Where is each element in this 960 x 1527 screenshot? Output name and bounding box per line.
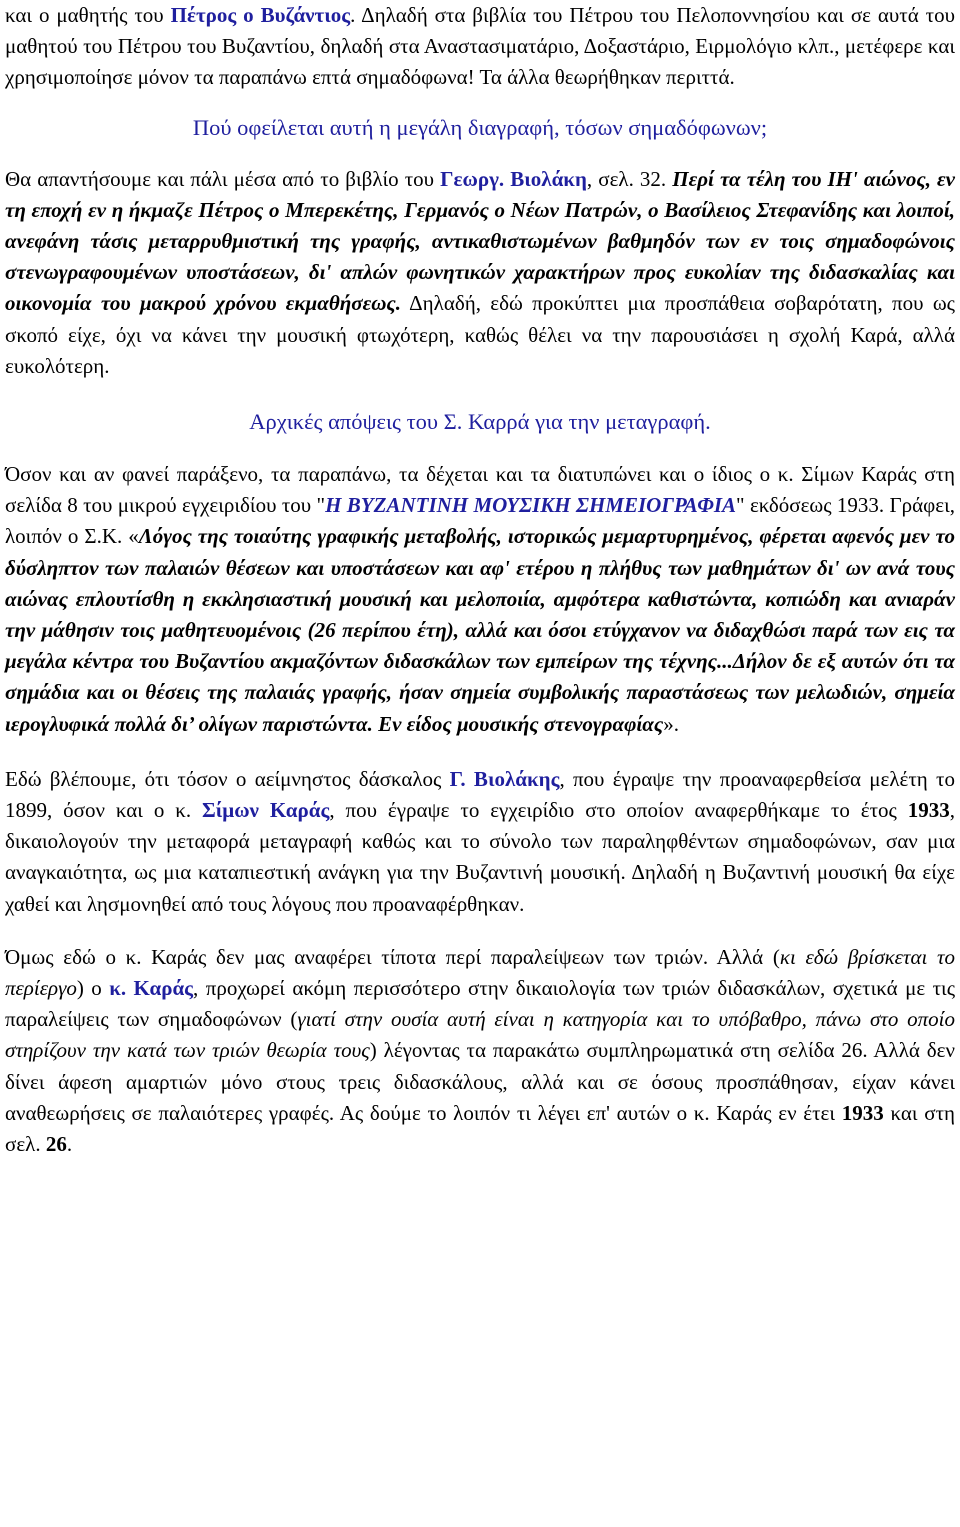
text: Εδώ βλέπουμε, ότι τόσον ο αείμνηστος δάσκαλος <box>5 766 450 791</box>
text: ». <box>663 711 679 736</box>
text: , δικαιολογούν την μεταφορά μεταγραφή καθώς και το σύνολο των παραληφθέντων σημαδοφώνων, σαν μια αναγκαιότητα, ως μια καταπιεστική ανάγκη για την Βυζαντινή μουσική. Δηλαδή η Βυζαντινή μουσική θα είχε χαθεί και λησμονηθεί από τους λόγους που προαναφέρθηκαν. <box>5 798 956 916</box>
name-highlight: Σίμων Καράς <box>202 798 330 823</box>
year: 1933 <box>841 1100 884 1125</box>
text: . Δηλαδή στα βιβλία του Πέτρου του Πελοποννησίου και σε αυτά του μαθητού του Πέτρου του Βυζαντίου, δηλαδή στα Αναστασιματάριο, Δοξαστάριο, Ειρμολόγιο κλπ., μετέφερε και χρησιμοποίησε μόνον τα παραπάνω επτά σημαδόφωνα! Τα άλλα θεωρήθηκαν περιττά. <box>5 3 956 90</box>
section-heading: Πού οφείλεται αυτή η μεγάλη διαγραφή, τόσων σημαδόφωνων; <box>192 114 768 140</box>
text: . <box>66 1132 73 1157</box>
book-title: Η ΒΥΖΑΝΤΙΝΗ ΜΟΥΣΙΚΗ ΣΗΜΕΙΟΓΡΑΦΙΑ <box>325 493 737 518</box>
text: Δηλαδή, εδώ προκύπτει μια προσπάθεια σοβαρότατη, που ως σκοπό είχε, όχι να κάνει την μουσική φτωχότερη, καθώς θέλει να την παρουσιάσει η σχολή Καρά, αλλά ευκολότερη. <box>5 291 955 378</box>
text: ) λέγοντας τα παρακάτω συμπληρωματικά στη σελίδα 26. Αλλά δεν δίνει άφεση αμαρτιών μόνο στους τρεις διδασκάλους, αλλά και σε όσους προσπάθησαν, είχαν κάνει αναθεωρήσεις σε παλαιότερες γραφές. Ας δούμε το λοιπόν τι λέγει επ' αυτών ο κ. Καράς εν έτει <box>5 1038 955 1125</box>
paragraph-3 <box>5 459 955 740</box>
page-number: 26 <box>45 1132 67 1157</box>
name-highlight: Γεωργ. Βιολάκη <box>440 166 587 191</box>
quote: Λόγος της τοιαύτης γραφικής μεταβολής, ιστορικώς μεμαρτυρημένος, φέρεται αφενός μεν το δύσληπτον των παλαιών θέσεων και υποστάσεων και αφ' ετέρου η πλήθυς των μαθημάτων δι' ων ανά τους αιώνας επλουτίσθη η εκκλησιαστική μουσική και μελοποιία, αμφότερα καθιστώντα, κοπιώδη και ανιαράν <box>5 524 955 611</box>
text: Θα απαντήσουμε και πάλι μέσα από το βιβλίο του <box>5 166 441 191</box>
name-highlight: Πέτρος ο Βυζάντιος <box>170 3 351 27</box>
quote: Δήλον δε εξ αυτών ότι τα σημάδια και οι θέσεις της παλαιάς γραφής, ήσαν σημεία συμβολικής παραστάσεως των μελωδιών, σημεία ιερογλυφικά πολλά δι’ ολίγων παριστώντα. Εν είδος μουσικής στενογραφίας <box>5 649 955 736</box>
text: ) ο <box>76 976 110 1001</box>
italic-text: γιατί στην ουσία αυτή είναι η κατηγορία και το υπόβαθρο, πάνω στο οποίο στηρίζουν την κατά των τριών θεωρία τους <box>5 1007 955 1063</box>
quote: την μάθησιν τοις μαθητευομένοις (26 περίπου έτη), αλλά και όσοι ετύγχανον να διδαχθώσι παρά των εις τα μεγάλα κέντρα του Βυζαντίου ακμαζόντων διδασκάλων των εμπείρων της τέχνης... <box>5 618 955 674</box>
text: , σελ. 32. <box>586 166 673 191</box>
paragraph-2 <box>5 164 955 382</box>
text: , που έγραψε το εγχειρίδιο στο οποίον αναφερθήκαμε το έτος <box>329 798 908 823</box>
paragraph-1 <box>5 0 955 94</box>
quote: Περί τα τέλη του ΙΗ' αιώνος, εν τη εποχή εν η ήκμαζε Πέτρος ο Μπερεκέτης, Γερμανός ο Νέων Πατρών, ο Βασίλειος Στεφανίδης και λοιποί, ανεφάνη τάσις μεταρρυθμιστική της γραφής, αντικαθιστωμένων βαθμηδόν των εν τοις σημαδοφώνοις στενωγραφουμένων υποστάσεων, δι' απλών φωνητικών χαρακτήρων προς ευκολίαν της διδασκαλίας και οικονομία του μακρού χρόνου εκμαθήσεως. <box>5 166 955 316</box>
year: 1933 <box>907 798 950 823</box>
text: και στη σελ. <box>5 1100 955 1157</box>
text: Όμως εδώ ο κ. Καράς δεν μας αναφέρει τίποτα περί παραλείψεων των τριών. Αλλά ( <box>5 944 780 969</box>
name-highlight: Γ. Βιολάκης <box>449 766 560 791</box>
text: και ο μαθητής του <box>5 3 171 27</box>
text: , που έγραψε την προαναφερθείσα μελέτη το 1899, όσον και ο κ. <box>5 766 955 823</box>
paragraph-5 <box>5 942 955 1160</box>
text: " εκδόσεως 1933. Γράφει, λοιπόν ο Σ.Κ. « <box>5 493 955 549</box>
section-heading: Αρχικές απόψεις του Σ. Καρρά για την μεταγραφή. <box>249 409 711 435</box>
text: Όσον και αν φανεί παράξενο, τα παραπάνω, τα δέχεται και τα διατυπώνει και ο ίδιος ο κ. Σίμων Καράς στη σελίδα 8 του μικρού εγχειριδίου του " <box>5 462 955 518</box>
paragraph-4 <box>5 764 955 920</box>
text: , προχωρεί ακόμη περισσότερο στην δικαιολογία των τριών διδασκάλων, σχετικά με τις παραλείψεις των σημαδοφώνων ( <box>5 976 956 1032</box>
name-highlight: κ. Καράς <box>109 976 194 1001</box>
italic-text: κι εδώ βρίσκεται το περίεργο <box>5 944 956 1001</box>
